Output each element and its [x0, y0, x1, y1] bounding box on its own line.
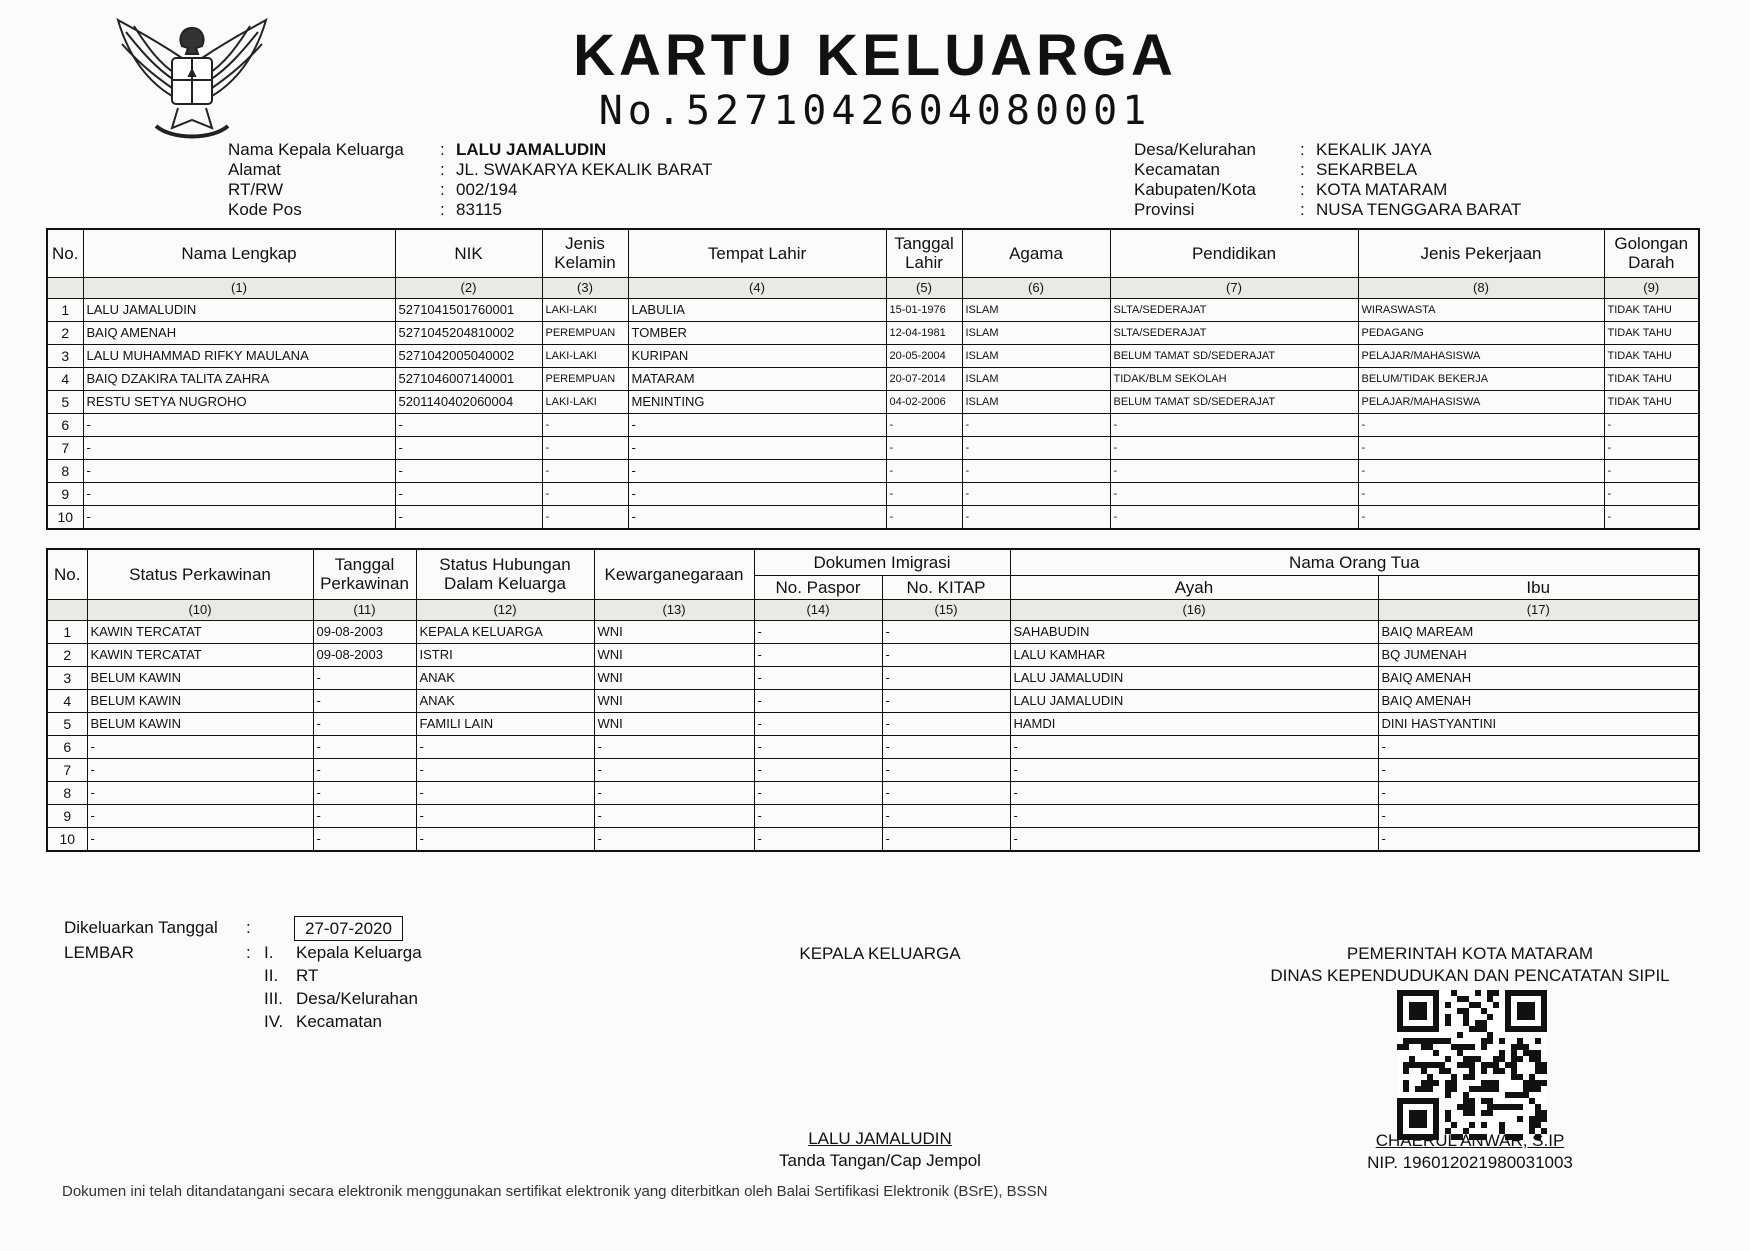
cell-no-paspor: -	[754, 781, 882, 804]
cell-pendidikan: SLTA/SEDERAJAT	[1110, 298, 1358, 321]
cell-pendidikan: -	[1110, 436, 1358, 459]
value-nama-kepala: LALU JAMALUDIN	[456, 140, 607, 159]
cell-ayah: -	[1010, 827, 1378, 851]
table-row	[47, 620, 1699, 643]
cell-ibu: BQ JUMENAH	[1378, 643, 1699, 666]
label-alamat: Alamat	[228, 160, 281, 179]
cell-row-no: 2	[47, 321, 83, 344]
cell-nik: 5271041501760001	[395, 298, 542, 321]
cell-no-kitap: -	[882, 689, 1010, 712]
cell-status-hubungan: ANAK	[416, 666, 594, 689]
cell-pendidikan: TIDAK/BLM SEKOLAH	[1110, 367, 1358, 390]
cell-nik: 5271045204810002	[395, 321, 542, 344]
cell-ibu: -	[1378, 781, 1699, 804]
cell-status-hubungan: -	[416, 758, 594, 781]
cell-pekerjaan: -	[1358, 459, 1604, 482]
col2-tanggal-perkawinan: Tanggal Perkawinan	[313, 549, 416, 599]
cell-row-no: 4	[47, 689, 87, 712]
cell-nama: LALU JAMALUDIN	[83, 298, 395, 321]
cell-kewarganegaraan: WNI	[594, 620, 754, 643]
cell-tanggal-lahir: 20-07-2014	[886, 367, 962, 390]
lembar-num: I.	[264, 943, 274, 962]
cell-tanggal-lahir: 20-05-2004	[886, 344, 962, 367]
cell-tempat-lahir: KURIPAN	[628, 344, 886, 367]
cell-tempat-lahir: -	[628, 413, 886, 436]
table-row	[47, 804, 1699, 827]
cell-status-perkawinan: KAWIN TERCATAT	[87, 643, 313, 666]
cell-agama: -	[962, 505, 1110, 529]
cell-ibu: -	[1378, 827, 1699, 851]
col2-ibu: Ibu	[1378, 575, 1699, 599]
cell-kewarganegaraan: WNI	[594, 666, 754, 689]
cell-row-no: 5	[47, 390, 83, 413]
cell-pekerjaan: -	[1358, 505, 1604, 529]
cell-tempat-lahir: -	[628, 482, 886, 505]
cell-status-perkawinan: -	[87, 827, 313, 851]
cell-pendidikan: -	[1110, 482, 1358, 505]
cell-pendidikan: -	[1110, 413, 1358, 436]
lembar-item: RT	[296, 966, 319, 985]
cell-row-no: 8	[47, 459, 83, 482]
col2-no-kitap: No. KITAP	[882, 575, 1010, 599]
cell-status-hubungan: ISTRI	[416, 643, 594, 666]
cell-kewarganegaraan: -	[594, 804, 754, 827]
cell-no-kitap: -	[882, 620, 1010, 643]
col-pendidikan: Pendidikan	[1110, 229, 1358, 277]
cell-no-kitap: -	[882, 827, 1010, 851]
index-cell: (16)	[1010, 599, 1378, 620]
cell-nama: -	[83, 459, 395, 482]
official-nip: NIP. 196012021980031003	[1367, 1153, 1573, 1172]
index-cell: (3)	[542, 277, 628, 298]
cell-status-hubungan: -	[416, 827, 594, 851]
cell-pendidikan: BELUM TAMAT SD/SEDERAJAT	[1110, 390, 1358, 413]
cell-kewarganegaraan: WNI	[594, 712, 754, 735]
index-cell: (8)	[1358, 277, 1604, 298]
col-tanggal-lahir: Tanggal Lahir	[886, 229, 962, 277]
table-row	[47, 505, 1699, 529]
cell-agama: -	[962, 482, 1110, 505]
index-cell: (7)	[1110, 277, 1358, 298]
col2-nama-orang-tua: Nama Orang Tua	[1010, 549, 1699, 575]
cell-tanggal-lahir: -	[886, 459, 962, 482]
cell-status-perkawinan: -	[87, 781, 313, 804]
cell-nik: -	[395, 505, 542, 529]
cell-row-no: 10	[47, 827, 87, 851]
cell-tanggal-lahir: 04-02-2006	[886, 390, 962, 413]
cell-jenis-kelamin: -	[542, 436, 628, 459]
value-desa: KEKALIK JAYA	[1316, 140, 1432, 159]
cell-status-perkawinan: KAWIN TERCATAT	[87, 620, 313, 643]
cell-nama: -	[83, 505, 395, 529]
cell-tanggal-perkawinan: -	[313, 735, 416, 758]
cell-no-kitap: -	[882, 712, 1010, 735]
cell-kewarganegaraan: WNI	[594, 689, 754, 712]
col2-dokumen-imigrasi: Dokumen Imigrasi	[754, 549, 1010, 575]
cell-nama: BAIQ AMENAH	[83, 321, 395, 344]
cell-ayah: LALU JAMALUDIN	[1010, 666, 1378, 689]
cell-jenis-kelamin: PEREMPUAN	[542, 321, 628, 344]
cell-row-no: 1	[47, 298, 83, 321]
index-cell: (4)	[628, 277, 886, 298]
cell-nik: 5271042005040002	[395, 344, 542, 367]
cell-status-perkawinan: BELUM KAWIN	[87, 689, 313, 712]
gov-line-2: DINAS KEPENDUDUKAN DAN PENCATATAN SIPIL	[1270, 966, 1670, 985]
value-alamat: JL. SWAKARYA KEKALIK BARAT	[456, 160, 713, 179]
cell-no-kitap: -	[882, 804, 1010, 827]
cell-ayah: -	[1010, 735, 1378, 758]
cell-nik: -	[395, 482, 542, 505]
col-agama: Agama	[962, 229, 1110, 277]
label-desa: Desa/Kelurahan	[1134, 140, 1256, 159]
cell-row-no: 3	[47, 344, 83, 367]
cell-kewarganegaraan: -	[594, 781, 754, 804]
cell-no-paspor: -	[754, 804, 882, 827]
cell-tempat-lahir: MATARAM	[628, 367, 886, 390]
table-row	[47, 367, 1699, 390]
lembar-item: Desa/Kelurahan	[296, 989, 418, 1008]
cell-status-hubungan: FAMILI LAIN	[416, 712, 594, 735]
index-row	[47, 599, 1699, 620]
cell-pendidikan: BELUM TAMAT SD/SEDERAJAT	[1110, 344, 1358, 367]
issue-info: Dikeluarkan Tanggal : 27-07-2020 LEMBAR : I. Kepala Keluarga II. RT III. Desa/Kelurahan IV. Kecamatan	[64, 918, 422, 1031]
cell-status-perkawinan: BELUM KAWIN	[87, 712, 313, 735]
cell-tanggal-lahir: -	[886, 413, 962, 436]
cell-tanggal-perkawinan: -	[313, 689, 416, 712]
cell-no-paspor: -	[754, 620, 882, 643]
cell-row-no: 7	[47, 758, 87, 781]
cell-no-paspor: -	[754, 758, 882, 781]
cell-no-kitap: -	[882, 643, 1010, 666]
col-nik: NIK	[395, 229, 542, 277]
cell-status-hubungan: KEPALA KELUARGA	[416, 620, 594, 643]
cell-no-paspor: -	[754, 712, 882, 735]
cell-nama: BAIQ DZAKIRA TALITA ZAHRA	[83, 367, 395, 390]
cell-kewarganegaraan: -	[594, 758, 754, 781]
col2-status-hubungan: Status Hubungan Dalam Keluarga	[416, 549, 594, 599]
index-cell: (1)	[83, 277, 395, 298]
issued-label: Dikeluarkan Tanggal	[64, 918, 218, 937]
cell-status-perkawinan: -	[87, 735, 313, 758]
cell-row-no: 6	[47, 735, 87, 758]
disclaimer: Dokumen ini telah ditandatangani secara elektronik menggunakan sertifikat elektronik yang diterbitkan oleh Balai Sertifikasi Elektronik (BSrE), BSSN	[62, 1183, 1048, 1200]
cell-agama: ISLAM	[962, 367, 1110, 390]
col-jenis-kelamin: Jenis Kelamin	[542, 229, 628, 277]
cell-tempat-lahir: LABULIA	[628, 298, 886, 321]
cell-tanggal-lahir: -	[886, 482, 962, 505]
cell-no-kitap: -	[882, 758, 1010, 781]
cell-golongan-darah: -	[1604, 459, 1699, 482]
index-cell: (11)	[313, 599, 416, 620]
col-jenis-pekerjaan: Jenis Pekerjaan	[1358, 229, 1604, 277]
cell-nama: RESTU SETYA NUGROHO	[83, 390, 395, 413]
table-row	[47, 344, 1699, 367]
cell-golongan-darah: TIDAK TAHU	[1604, 344, 1699, 367]
cell-ayah: SAHABUDIN	[1010, 620, 1378, 643]
cell-ibu: BAIQ AMENAH	[1378, 689, 1699, 712]
cell-nik: -	[395, 413, 542, 436]
index-cell: (14)	[754, 599, 882, 620]
cell-tempat-lahir: MENINTING	[628, 390, 886, 413]
cell-pekerjaan: -	[1358, 413, 1604, 436]
table-row	[47, 459, 1699, 482]
value-rtrw: 002/194	[456, 180, 518, 199]
cell-nama: LALU MUHAMMAD RIFKY MAULANA	[83, 344, 395, 367]
cell-tanggal-perkawinan: -	[313, 827, 416, 851]
cell-tanggal-perkawinan: -	[313, 758, 416, 781]
cell-golongan-darah: TIDAK TAHU	[1604, 298, 1699, 321]
official-name: CHAERUL ANWAR, S.IP	[1375, 1131, 1565, 1150]
cell-tanggal-lahir: 15-01-1976	[886, 298, 962, 321]
index-cell: (2)	[395, 277, 542, 298]
cell-no-paspor: -	[754, 666, 882, 689]
cell-ibu: BAIQ AMENAH	[1378, 666, 1699, 689]
cell-nama: -	[83, 482, 395, 505]
value-kecamatan: SEKARBELA	[1316, 160, 1418, 179]
lembar-num: II.	[264, 966, 279, 985]
cell-ibu: -	[1378, 804, 1699, 827]
index-cell: (13)	[594, 599, 754, 620]
cell-golongan-darah: -	[1604, 436, 1699, 459]
header-left: Nama Kepala Keluarga : LALU JAMALUDIN Alamat : JL. SWAKARYA KEKALIK BARAT RT/RW : 002/194 Kode Pos : 83115	[228, 140, 713, 219]
label-rtrw: RT/RW	[228, 180, 284, 199]
cell-kewarganegaraan: WNI	[594, 643, 754, 666]
table-row	[47, 482, 1699, 505]
cell-nama: -	[83, 436, 395, 459]
table-row	[47, 390, 1699, 413]
cell-tempat-lahir: -	[628, 436, 886, 459]
col-no: No.	[47, 229, 83, 277]
cell-row-no: 6	[47, 413, 83, 436]
index-cell: (10)	[87, 599, 313, 620]
lembar-label: LEMBAR	[64, 943, 134, 962]
cell-pekerjaan: WIRASWASTA	[1358, 298, 1604, 321]
cell-no-kitap: -	[882, 666, 1010, 689]
table-row	[47, 436, 1699, 459]
index-row	[47, 277, 1699, 298]
cell-pekerjaan: BELUM/TIDAK BEKERJA	[1358, 367, 1604, 390]
cell-jenis-kelamin: LAKI-LAKI	[542, 344, 628, 367]
cell-jenis-kelamin: PEREMPUAN	[542, 367, 628, 390]
cell-ayah: -	[1010, 781, 1378, 804]
cell-tanggal-perkawinan: 09-08-2003	[313, 620, 416, 643]
cell-ayah: LALU KAMHAR	[1010, 643, 1378, 666]
col2-kewarganegaraan: Kewarganegaraan	[594, 549, 754, 599]
family-members-table	[46, 228, 1700, 530]
cell-pendidikan: -	[1110, 505, 1358, 529]
col-tempat-lahir: Tempat Lahir	[628, 229, 886, 277]
issued-date: 27-07-2020	[294, 916, 403, 941]
cell-pekerjaan: -	[1358, 436, 1604, 459]
cell-ayah: -	[1010, 758, 1378, 781]
index-cell: (6)	[962, 277, 1110, 298]
cell-status-perkawinan: BELUM KAWIN	[87, 666, 313, 689]
cell-golongan-darah: -	[1604, 413, 1699, 436]
cell-ayah: LALU JAMALUDIN	[1010, 689, 1378, 712]
label-nama-kepala: Nama Kepala Keluarga	[228, 140, 404, 159]
cell-tempat-lahir: -	[628, 505, 886, 529]
cell-pendidikan: SLTA/SEDERAJAT	[1110, 321, 1358, 344]
cell-golongan-darah: TIDAK TAHU	[1604, 390, 1699, 413]
cell-tanggal-lahir: 12-04-1981	[886, 321, 962, 344]
cell-golongan-darah: -	[1604, 505, 1699, 529]
cell-row-no: 1	[47, 620, 87, 643]
cell-row-no: 9	[47, 482, 83, 505]
cell-nik: -	[395, 459, 542, 482]
cell-row-no: 8	[47, 781, 87, 804]
value-provinsi: NUSA TENGGARA BARAT	[1316, 200, 1522, 219]
cell-no-paspor: -	[754, 827, 882, 851]
cell-tanggal-perkawinan: -	[313, 781, 416, 804]
table-row	[47, 321, 1699, 344]
col2-no-paspor: No. Paspor	[754, 575, 882, 599]
cell-jenis-kelamin: LAKI-LAKI	[542, 298, 628, 321]
col2-ayah: Ayah	[1010, 575, 1378, 599]
cell-row-no: 7	[47, 436, 83, 459]
cell-status-hubungan: -	[416, 804, 594, 827]
cell-status-hubungan: ANAK	[416, 689, 594, 712]
table-row	[47, 712, 1699, 735]
cell-pekerjaan: -	[1358, 482, 1604, 505]
index-cell: (17)	[1378, 599, 1699, 620]
cell-ibu: -	[1378, 758, 1699, 781]
cell-tanggal-lahir: -	[886, 436, 962, 459]
cell-status-hubungan: -	[416, 735, 594, 758]
cell-row-no: 2	[47, 643, 87, 666]
cell-golongan-darah: -	[1604, 482, 1699, 505]
col-nama-lengkap: Nama Lengkap	[83, 229, 395, 277]
cell-row-no: 5	[47, 712, 87, 735]
cell-jenis-kelamin: -	[542, 413, 628, 436]
value-kodepos: 83115	[456, 200, 503, 219]
cell-tanggal-lahir: -	[886, 505, 962, 529]
table-row	[47, 781, 1699, 804]
cell-nik: 5201140402060004	[395, 390, 542, 413]
col2-status-perkawinan: Status Perkawinan	[87, 549, 313, 599]
kepala-keluarga-name: LALU JAMALUDIN	[808, 1129, 952, 1148]
table-row	[47, 689, 1699, 712]
cell-pendidikan: -	[1110, 459, 1358, 482]
label-kabupaten: Kabupaten/Kota	[1134, 180, 1256, 199]
cell-row-no: 3	[47, 666, 87, 689]
cell-ayah: -	[1010, 804, 1378, 827]
cell-nik: 5271046007140001	[395, 367, 542, 390]
kepala-keluarga-caption: Tanda Tangan/Cap Jempol	[779, 1151, 981, 1170]
cell-row-no: 9	[47, 804, 87, 827]
table-row	[47, 735, 1699, 758]
index-cell: (15)	[882, 599, 1010, 620]
index-cell	[47, 277, 83, 298]
cell-ibu: DINI HASTYANTINI	[1378, 712, 1699, 735]
cell-pekerjaan: PEDAGANG	[1358, 321, 1604, 344]
cell-agama: ISLAM	[962, 390, 1110, 413]
cell-no-paspor: -	[754, 643, 882, 666]
cell-agama: -	[962, 413, 1110, 436]
index-cell: (5)	[886, 277, 962, 298]
cell-row-no: 10	[47, 505, 83, 529]
cell-no-paspor: -	[754, 689, 882, 712]
col2-no: No.	[47, 549, 87, 599]
cell-status-perkawinan: -	[87, 758, 313, 781]
label-kecamatan: Kecamatan	[1134, 160, 1220, 179]
family-status-table	[46, 548, 1700, 852]
cell-nama: -	[83, 413, 395, 436]
cell-no-kitap: -	[882, 735, 1010, 758]
lembar-num: III.	[264, 989, 283, 1008]
cell-agama: ISLAM	[962, 321, 1110, 344]
lembar-item: Kepala Keluarga	[296, 943, 422, 962]
lembar-item: Kecamatan	[296, 1012, 382, 1031]
table-row	[47, 413, 1699, 436]
kepala-keluarga-title: KEPALA KELUARGA	[799, 944, 961, 963]
index-cell: (9)	[1604, 277, 1699, 298]
cell-tempat-lahir: -	[628, 459, 886, 482]
cell-ibu: BAIQ MAREAM	[1378, 620, 1699, 643]
cell-row-no: 4	[47, 367, 83, 390]
cell-nik: -	[395, 436, 542, 459]
table-row	[47, 643, 1699, 666]
cell-pekerjaan: PELAJAR/MAHASISWA	[1358, 344, 1604, 367]
cell-no-kitap: -	[882, 781, 1010, 804]
col-golongan-darah: Golongan Darah	[1604, 229, 1699, 277]
table-row	[47, 298, 1699, 321]
cell-agama: -	[962, 459, 1110, 482]
cell-status-hubungan: -	[416, 781, 594, 804]
lembar-num: IV.	[264, 1012, 284, 1031]
lembar-list	[264, 941, 422, 1033]
index-cell: (12)	[416, 599, 594, 620]
cell-status-perkawinan: -	[87, 804, 313, 827]
table-row	[47, 827, 1699, 851]
table-row	[47, 758, 1699, 781]
document-number: No.5271042604080001	[598, 88, 1152, 134]
cell-agama: -	[962, 436, 1110, 459]
cell-jenis-kelamin: LAKI-LAKI	[542, 390, 628, 413]
cell-jenis-kelamin: -	[542, 505, 628, 529]
cell-tanggal-perkawinan: 09-08-2003	[313, 643, 416, 666]
cell-no-paspor: -	[754, 735, 882, 758]
cell-golongan-darah: TIDAK TAHU	[1604, 321, 1699, 344]
cell-ayah: HAMDI	[1010, 712, 1378, 735]
index-cell	[47, 599, 87, 620]
cell-agama: ISLAM	[962, 344, 1110, 367]
value-kabupaten: KOTA MATARAM	[1316, 180, 1448, 199]
table-row	[47, 666, 1699, 689]
cell-kewarganegaraan: -	[594, 827, 754, 851]
cell-golongan-darah: TIDAK TAHU	[1604, 367, 1699, 390]
qr-code-icon	[1397, 990, 1547, 1140]
cell-ibu: -	[1378, 735, 1699, 758]
cell-agama: ISLAM	[962, 298, 1110, 321]
cell-jenis-kelamin: -	[542, 482, 628, 505]
cell-tanggal-perkawinan: -	[313, 666, 416, 689]
gov-line-1: PEMERINTAH KOTA MATARAM	[1346, 944, 1594, 963]
label-provinsi: Provinsi	[1134, 200, 1195, 219]
cell-jenis-kelamin: -	[542, 459, 628, 482]
cell-tanggal-perkawinan: -	[313, 712, 416, 735]
cell-tempat-lahir: TOMBER	[628, 321, 886, 344]
header-right: Desa/Kelurahan : KEKALIK JAYA Kecamatan : SEKARBELA Kabupaten/Kota : KOTA MATARAM Provinsi : NUSA TENGGARA BARAT	[1134, 140, 1522, 219]
label-kodepos: Kode Pos	[228, 200, 302, 219]
cell-kewarganegaraan: -	[594, 735, 754, 758]
cell-pekerjaan: PELAJAR/MAHASISWA	[1358, 390, 1604, 413]
cell-tanggal-perkawinan: -	[313, 804, 416, 827]
document-title: KARTU KELUARGA	[573, 23, 1177, 88]
